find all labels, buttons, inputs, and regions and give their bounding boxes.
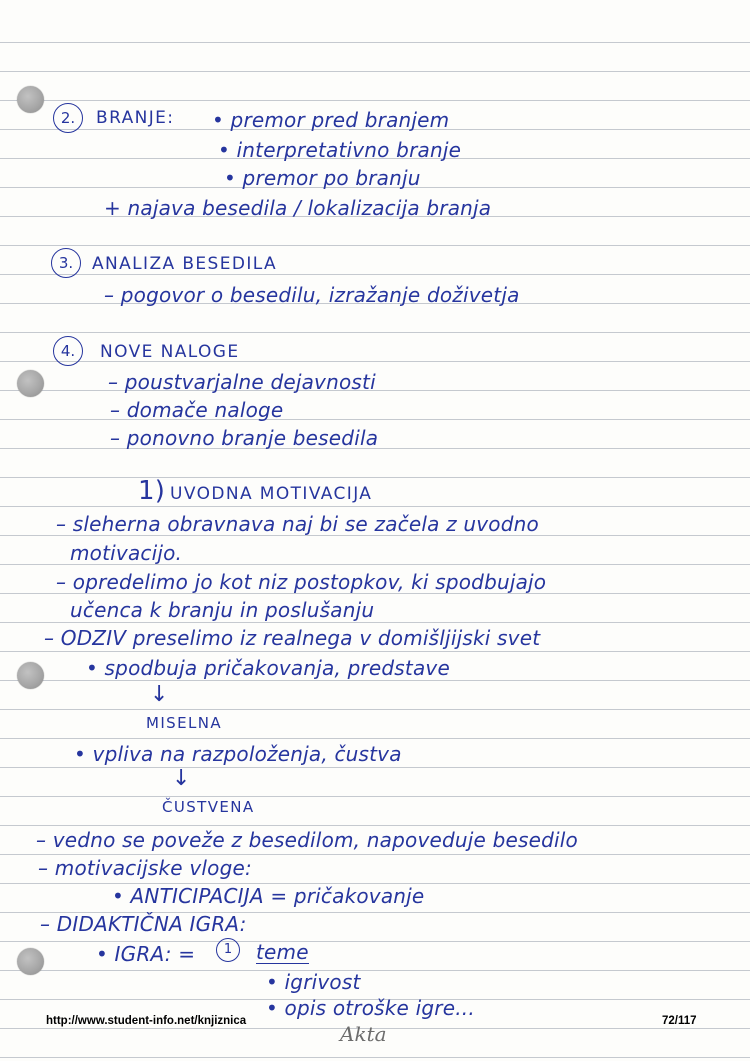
signature-logo: Akta <box>340 1022 387 1046</box>
paragraph-7: – motivacijske vloge: <box>38 856 252 880</box>
section-4-number: 4. <box>53 336 83 366</box>
paragraph-2-line-a: – opredelimo jo kot niz postopkov, ki spodbujajo <box>56 570 547 594</box>
section-4-line-2: – domače naloge <box>110 398 284 422</box>
paragraph-10-number: 1 <box>216 938 240 962</box>
paragraph-1-line-b: motivacijo. <box>70 541 183 565</box>
section-1-title: UVODNA MOTIVACIJA <box>170 484 373 504</box>
binder-hole-1 <box>17 86 44 113</box>
section-4-title: NOVE NALOGE <box>100 342 240 362</box>
paragraph-1-line-a: – slehernа obravnava naj bi se začela z uvodno <box>56 512 539 536</box>
footer-page-number: 72/117 <box>662 1015 697 1027</box>
binder-hole-2 <box>17 370 44 397</box>
paragraph-4: • spodbuja pričakovanja, predstave <box>86 656 450 680</box>
section-2-title: BRANJE: <box>96 108 175 128</box>
section-4-line-3: – ponovno branje besedila <box>110 426 379 450</box>
section-1-number: 1) <box>138 476 166 506</box>
label-custvena: ČUSTVENA <box>162 798 255 816</box>
section-3-title: ANALIZA BESEDILA <box>92 254 278 274</box>
section-3-number: 3. <box>51 248 81 278</box>
paragraph-10-word: teme <box>256 940 309 964</box>
paragraph-3: – ODZIV preselimo iz realnega v domišljijski svet <box>44 626 541 650</box>
paragraph-11: • igrivost <box>266 970 361 994</box>
paragraph-5: • vpliva na razpoloženja, čustva <box>74 742 402 766</box>
binder-hole-4 <box>17 948 44 975</box>
section-2-plus-line: + najava besedila / lokalizacija branja <box>104 196 492 220</box>
paragraph-6: – vedno se poveže z besedilom, napoveduje besedilo <box>36 828 578 852</box>
label-miselna: MISELNA <box>146 714 223 732</box>
section-3-line-1: – pogovor o besedilu, izražanje doživetja <box>104 283 520 307</box>
section-2-number: 2. <box>53 103 83 133</box>
paragraph-8: • ANTICIPACIJA = pričakovanje <box>112 884 425 908</box>
arrow-down-icon: ↓ <box>150 682 169 707</box>
paragraph-9: – DIDAKTIČNA IGRA: <box>40 912 247 936</box>
paragraph-12: • opis otroške igre... <box>266 996 475 1020</box>
section-2-bullet-1: • premor pred branjem <box>212 108 450 132</box>
paragraph-10-label: • IGRA: = <box>96 942 196 966</box>
footer-url: http://www.student-info.net/knjiznica <box>46 1015 247 1027</box>
paragraph-2-line-b: učenca k branju in poslušanju <box>70 598 375 622</box>
section-2-bullet-3: • premor po branju <box>224 166 421 190</box>
arrow-down-icon-2: ↓ <box>172 766 191 791</box>
binder-hole-3 <box>17 662 44 689</box>
section-2-bullet-2: • interpretativno branje <box>218 138 462 162</box>
section-4-line-1: – poustvarjalne dejavnosti <box>108 370 376 394</box>
